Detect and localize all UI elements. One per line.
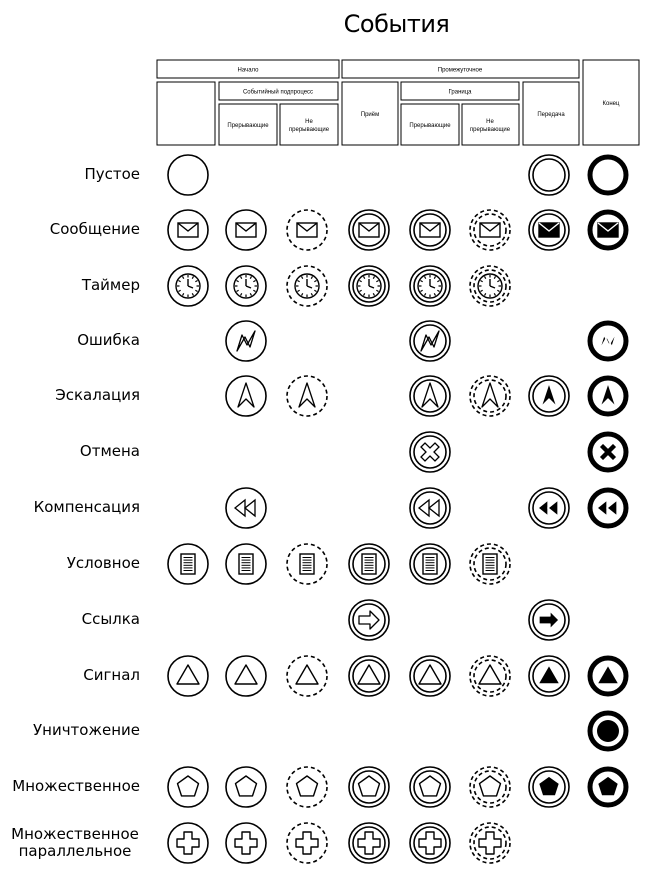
none-throw-event: [529, 155, 569, 195]
document-icon: [423, 554, 437, 574]
document-icon: [181, 554, 195, 574]
envelope-icon: [359, 223, 379, 237]
row-label-parallel: Множественное параллельное: [11, 825, 139, 860]
header-boundary: Граница: [448, 89, 472, 96]
none-end-event: [590, 157, 626, 193]
clock-icon: [295, 274, 319, 298]
none-start-event: [168, 155, 208, 195]
conditional-start-sub-int-event: [226, 544, 266, 584]
signal-catch-event: [349, 656, 389, 696]
message-bound-nonint-event: [470, 210, 510, 250]
multiple-start-sub-nonint-event: [287, 767, 327, 807]
parallel-start-sub-nonint-event: [287, 823, 327, 863]
message-end-event: [590, 212, 626, 248]
row-label-error: Ошибка: [77, 331, 140, 349]
compensation-bound-int-event: [410, 488, 450, 528]
header-intermediate: Промежуточное: [437, 67, 483, 74]
row-label-terminate: Уничтожение: [33, 721, 140, 739]
terminate-end-event: [590, 713, 626, 749]
error-start-sub-int-event: [226, 321, 266, 361]
multiple-start-event: [168, 767, 208, 807]
timer-catch-event: [349, 266, 389, 306]
header-start: Начало: [237, 67, 259, 74]
multiple-end-event: [590, 769, 626, 805]
envelope-icon: [297, 223, 317, 237]
row-label-multiple: Множественное: [12, 777, 140, 795]
row-label-cancel: Отмена: [79, 442, 140, 460]
link-throw-event: [529, 600, 569, 640]
multiple-throw-event: [529, 767, 569, 807]
timer-start-event: [168, 266, 208, 306]
parallel-bound-int-event: [410, 823, 450, 863]
signal-bound-int-event: [410, 656, 450, 696]
parallel-start-event: [168, 823, 208, 863]
header-non-interrupting-1-line1: Не: [305, 119, 313, 125]
clock-icon: [418, 274, 442, 298]
multiple-start-sub-int-event: [226, 767, 266, 807]
multiple-catch-event: [349, 767, 389, 807]
envelope-icon: [420, 223, 440, 237]
escalation-bound-nonint-event: [470, 376, 510, 416]
parallel-catch-event: [349, 823, 389, 863]
envelope-icon: [236, 223, 256, 237]
row-label-compensation: Компенсация: [33, 498, 140, 516]
conditional-bound-nonint-event: [470, 544, 510, 584]
conditional-bound-int-event: [410, 544, 450, 584]
error-end-event: [590, 323, 626, 359]
signal-start-sub-int-event: [226, 656, 266, 696]
cancel-bound-int-event: [410, 432, 450, 472]
signal-bound-nonint-event: [470, 656, 510, 696]
header-interrupting-1: Прерывающие: [227, 123, 269, 129]
document-icon: [300, 554, 314, 574]
row-label-link: Ссылка: [81, 610, 140, 628]
cancel-end-event: [590, 434, 626, 470]
row-label-none: Пустое: [84, 165, 140, 183]
message-start-sub-nonint-event: [287, 210, 327, 250]
escalation-start-sub-int-event: [226, 376, 266, 416]
envelope-icon: [539, 223, 559, 237]
envelope-icon: [598, 223, 618, 237]
clock-icon: [478, 274, 502, 298]
header-interrupting-2: Прерывающие: [409, 123, 451, 129]
timer-bound-int-event: [410, 266, 450, 306]
message-start-event: [168, 210, 208, 250]
header-end: Конец: [602, 101, 620, 107]
envelope-icon: [178, 223, 198, 237]
parallel-start-sub-int-event: [226, 823, 266, 863]
row-label-escalation: Эскалация: [55, 386, 140, 404]
link-catch-event: [349, 600, 389, 640]
timer-start-sub-int-event: [226, 266, 266, 306]
timer-start-sub-nonint-event: [287, 266, 327, 306]
conditional-start-sub-nonint-event: [287, 544, 327, 584]
compensation-end-event: [590, 490, 626, 526]
document-icon: [483, 554, 497, 574]
signal-start-event: [168, 656, 208, 696]
header-throw: Передача: [537, 112, 565, 118]
multiple-bound-int-event: [410, 767, 450, 807]
document-icon: [362, 554, 376, 574]
signal-start-sub-nonint-event: [287, 656, 327, 696]
parallel-bound-nonint-event: [470, 823, 510, 863]
row-label-signal: Сигнал: [83, 666, 140, 684]
header-non-interrupting-2-line2: прерывающие: [469, 127, 511, 133]
row-label-conditional: Условное: [66, 554, 140, 572]
document-icon: [239, 554, 253, 574]
error-bound-int-event: [410, 321, 450, 361]
row-label-message: Сообщение: [49, 220, 140, 238]
escalation-bound-int-event: [410, 376, 450, 416]
clock-icon: [234, 274, 258, 298]
conditional-catch-event: [349, 544, 389, 584]
escalation-end-event: [590, 378, 626, 414]
clock-icon: [357, 274, 381, 298]
clock-icon: [176, 274, 200, 298]
message-throw-event: [529, 210, 569, 250]
multiple-bound-nonint-event: [470, 767, 510, 807]
escalation-throw-event: [529, 376, 569, 416]
conditional-start-event: [168, 544, 208, 584]
message-bound-int-event: [410, 210, 450, 250]
timer-bound-nonint-event: [470, 266, 510, 306]
row-label-timer: Таймер: [81, 276, 140, 294]
header-catch: Приём: [360, 112, 380, 118]
compensation-throw-event: [529, 488, 569, 528]
escalation-start-sub-nonint-event: [287, 376, 327, 416]
message-catch-event: [349, 210, 389, 250]
header-non-interrupting-1-line2: прерывающие: [288, 127, 330, 133]
message-start-sub-int-event: [226, 210, 266, 250]
diagram-title: События: [343, 10, 450, 38]
header-non-interrupting-2-line1: Не: [486, 119, 494, 125]
header-event-subprocess: Событийный подпроцесс: [242, 89, 314, 96]
signal-throw-event: [529, 656, 569, 696]
envelope-icon: [480, 223, 500, 237]
compensation-start-sub-int-event: [226, 488, 266, 528]
dot-icon: [597, 720, 619, 742]
signal-end-event: [590, 658, 626, 694]
